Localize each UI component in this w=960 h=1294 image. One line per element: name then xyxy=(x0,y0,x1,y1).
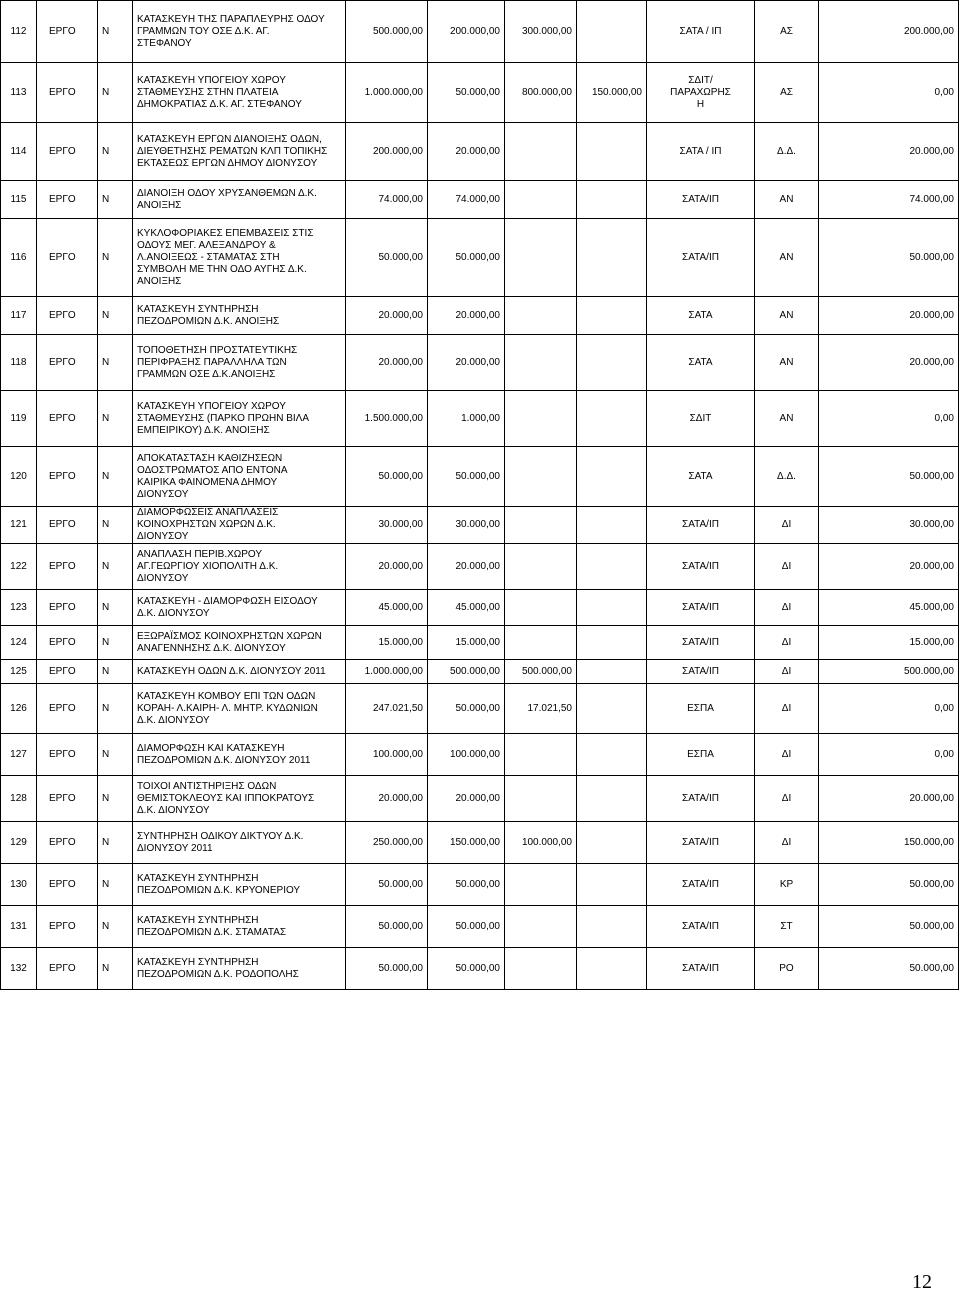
row-budget-later xyxy=(577,123,647,181)
row-budget-year: 50.000,00 xyxy=(428,684,505,734)
table-row xyxy=(1,123,959,181)
row-number: 122 xyxy=(1,544,37,590)
row-budget-next xyxy=(505,626,577,660)
row-description: ΑΝΑΠΛΑΣΗ ΠΕΡΙΒ.ΧΩΡΟΥ ΑΓ.ΓΕΩΡΓΙΟΥ ΧΙΟΠΟΛΙΤΗ Δ.Κ. ΔΙΟΝΥΣΟΥ xyxy=(133,544,346,590)
row-type: ΕΡΓΟ xyxy=(37,626,98,660)
row-amount: 0,00 xyxy=(819,391,959,447)
row-type: ΕΡΓΟ xyxy=(37,660,98,684)
row-category: Ν xyxy=(98,684,133,734)
table-row xyxy=(1,776,959,822)
row-category: Ν xyxy=(98,123,133,181)
row-budget-later xyxy=(577,544,647,590)
row-description: ΔΙΑΜΟΡΦΩΣΗ ΚΑΙ ΚΑΤΑΣΚΕΥΗ ΠΕΖΟΔΡΟΜΙΩΝ Δ.Κ. ΔΙΟΝΥΣΟΥ 2011 xyxy=(133,734,346,776)
row-budget-next xyxy=(505,948,577,990)
row-type: ΕΡΓΟ xyxy=(37,590,98,626)
row-type: ΕΡΓΟ xyxy=(37,123,98,181)
row-type: ΕΡΓΟ xyxy=(37,219,98,297)
row-funding-source: ΣΑΤΑ/ΙΠ xyxy=(647,864,755,906)
row-budget-later xyxy=(577,181,647,219)
row-budget-total: 50.000,00 xyxy=(346,864,428,906)
row-category: Ν xyxy=(98,507,133,544)
row-category: Ν xyxy=(98,1,133,63)
table-row xyxy=(1,734,959,776)
row-budget-total: 50.000,00 xyxy=(346,219,428,297)
row-funding-source: ΣΑΤΑ/ΙΠ xyxy=(647,590,755,626)
row-description: ΑΠΟΚΑΤΑΣΤΑΣΗ ΚΑΘΙΖΗΣΕΩΝ ΟΔΟΣΤΡΩΜΑΤΟΣ ΑΠΟ ΕΝΤΟΝΑ ΚΑΙΡΙΚΑ ΦΑΙΝΟΜΕΝΑ ΔΗΜΟΥ ΔΙΟΝΥΣΟΥ xyxy=(133,447,346,507)
row-budget-year: 150.000,00 xyxy=(428,822,505,864)
row-funding-source: ΣΑΤΑ/ΙΠ xyxy=(647,906,755,948)
row-budget-next: 500.000,00 xyxy=(505,660,577,684)
row-category: Ν xyxy=(98,544,133,590)
row-budget-later xyxy=(577,948,647,990)
row-budget-year: 20.000,00 xyxy=(428,776,505,822)
table-body xyxy=(1,1,959,990)
row-category: Ν xyxy=(98,590,133,626)
row-category: Ν xyxy=(98,391,133,447)
table-row xyxy=(1,391,959,447)
table-row xyxy=(1,1,959,63)
row-budget-next xyxy=(505,507,577,544)
row-number: 114 xyxy=(1,123,37,181)
row-description: ΚΥΚΛΟΦΟΡΙΑΚΕΣ ΕΠΕΜΒΑΣΕΙΣ ΣΤΙΣ ΟΔΟΥΣ ΜΕΓ. ΑΛΕΞΑΝΔΡΟΥ & Λ.ΑΝΟΙΞΕΩΣ - ΣΤΑΜΑΤΑΣ ΣΤΗ ΣΥΜΒΟΛΗ ΜΕ ΤΗΝ ΟΔΟ ΑΥΓΗΣ Δ.Κ. ΑΝΟΙΞΗΣ xyxy=(133,219,346,297)
row-budget-total: 30.000,00 xyxy=(346,507,428,544)
row-type: ΕΡΓΟ xyxy=(37,335,98,391)
row-number: 128 xyxy=(1,776,37,822)
row-description: ΔΙΑΝΟΙΞΗ ΟΔΟΥ ΧΡΥΣΑΝΘΕΜΩΝ Δ.Κ. ΑΝΟΙΞΗΣ xyxy=(133,181,346,219)
page-number: 12 xyxy=(912,1271,932,1293)
row-area-code: ΔΙ xyxy=(755,684,819,734)
row-amount: 20.000,00 xyxy=(819,123,959,181)
row-funding-source: ΣΑΤΑ/ΙΠ xyxy=(647,660,755,684)
row-number: 113 xyxy=(1,63,37,123)
row-type: ΕΡΓΟ xyxy=(37,297,98,335)
row-category: Ν xyxy=(98,181,133,219)
row-budget-year: 500.000,00 xyxy=(428,660,505,684)
row-amount: 50.000,00 xyxy=(819,447,959,507)
row-budget-total: 200.000,00 xyxy=(346,123,428,181)
row-budget-year: 50.000,00 xyxy=(428,864,505,906)
row-type: ΕΡΓΟ xyxy=(37,63,98,123)
row-number: 119 xyxy=(1,391,37,447)
row-budget-next xyxy=(505,864,577,906)
row-area-code: ΚΡ xyxy=(755,864,819,906)
row-number: 131 xyxy=(1,906,37,948)
row-budget-total: 20.000,00 xyxy=(346,776,428,822)
row-funding-source: ΣΑΤΑ/ΙΠ xyxy=(647,544,755,590)
row-budget-later: 150.000,00 xyxy=(577,63,647,123)
row-budget-next xyxy=(505,391,577,447)
row-description: ΕΞΩΡΑΪΣΜΟΣ ΚΟΙΝΟΧΡΗΣΤΩΝ ΧΩΡΩΝ ΑΝΑΓΕΝΝΗΣΗΣ Δ.Κ. ΔΙΟΝΥΣΟΥ xyxy=(133,626,346,660)
table-row xyxy=(1,864,959,906)
row-budget-later xyxy=(577,391,647,447)
row-budget-next xyxy=(505,219,577,297)
row-type: ΕΡΓΟ xyxy=(37,906,98,948)
row-budget-later xyxy=(577,507,647,544)
row-funding-source: ΣΑΤΑ/ΙΠ xyxy=(647,776,755,822)
row-budget-year: 15.000,00 xyxy=(428,626,505,660)
row-funding-source: ΣΑΤΑ / ΙΠ xyxy=(647,1,755,63)
row-budget-next xyxy=(505,123,577,181)
row-description: ΤΟΙΧΟΙ ΑΝΤΙΣΤΗΡΙΞΗΣ ΟΔΩΝ ΘΕΜΙΣΤΟΚΛΕΟΥΣ ΚΑΙ ΙΠΠΟΚΡΑΤΟΥΣ Δ.Κ. ΔΙΟΝΥΣΟΥ xyxy=(133,776,346,822)
row-type: ΕΡΓΟ xyxy=(37,684,98,734)
row-budget-total: 1.500.000,00 xyxy=(346,391,428,447)
row-funding-source: ΣΑΤΑ/ΙΠ xyxy=(647,626,755,660)
row-area-code: ΑΝ xyxy=(755,297,819,335)
row-budget-total: 20.000,00 xyxy=(346,544,428,590)
row-funding-source: ΣΑΤΑ/ΙΠ xyxy=(647,822,755,864)
row-budget-total: 50.000,00 xyxy=(346,906,428,948)
row-funding-source: ΕΣΠΑ xyxy=(647,734,755,776)
table-row xyxy=(1,447,959,507)
row-budget-later xyxy=(577,822,647,864)
row-budget-later xyxy=(577,626,647,660)
row-amount: 50.000,00 xyxy=(819,219,959,297)
row-area-code: ΔΙ xyxy=(755,626,819,660)
row-funding-source: ΣΑΤΑ xyxy=(647,297,755,335)
row-budget-year: 1.000,00 xyxy=(428,391,505,447)
row-number: 127 xyxy=(1,734,37,776)
row-budget-year: 50.000,00 xyxy=(428,63,505,123)
row-area-code: ΣΤ xyxy=(755,906,819,948)
row-number: 121 xyxy=(1,507,37,544)
row-budget-later xyxy=(577,219,647,297)
row-budget-next xyxy=(505,447,577,507)
row-category: Ν xyxy=(98,63,133,123)
table-row xyxy=(1,822,959,864)
row-funding-source: ΣΑΤΑ/ΙΠ xyxy=(647,181,755,219)
row-category: Ν xyxy=(98,906,133,948)
row-category: Ν xyxy=(98,219,133,297)
row-number: 117 xyxy=(1,297,37,335)
row-number: 132 xyxy=(1,948,37,990)
row-budget-total: 20.000,00 xyxy=(346,297,428,335)
row-amount: 20.000,00 xyxy=(819,297,959,335)
table-row xyxy=(1,219,959,297)
row-amount: 50.000,00 xyxy=(819,948,959,990)
row-budget-later xyxy=(577,297,647,335)
row-budget-total: 45.000,00 xyxy=(346,590,428,626)
row-budget-total: 1.000.000,00 xyxy=(346,660,428,684)
row-budget-year: 74.000,00 xyxy=(428,181,505,219)
row-number: 129 xyxy=(1,822,37,864)
row-type: ΕΡΓΟ xyxy=(37,864,98,906)
row-area-code: ΔΙ xyxy=(755,507,819,544)
row-description: ΚΑΤΑΣΚΕΥΗ ΟΔΩΝ Δ.Κ. ΔΙΟΝΥΣΟΥ 2011 xyxy=(133,660,346,684)
row-category: Ν xyxy=(98,776,133,822)
row-type: ΕΡΓΟ xyxy=(37,391,98,447)
row-description: ΤΟΠΟΘΕΤΗΣΗ ΠΡΟΣΤΑΤΕΥΤΙΚΗΣ ΠΕΡΙΦΡΑΞΗΣ ΠΑΡΑΛΛΗΛΑ ΤΩΝ ΓΡΑΜΜΩΝ ΟΣΕ Δ.Κ.ΑΝΟΙΞΗΣ xyxy=(133,335,346,391)
table-row xyxy=(1,181,959,219)
table-row xyxy=(1,948,959,990)
row-budget-year: 100.000,00 xyxy=(428,734,505,776)
row-budget-total: 247.021,50 xyxy=(346,684,428,734)
row-description: ΚΑΤΑΣΚΕΥΗ ΕΡΓΩΝ ΔΙΑΝΟΙΞΗΣ ΟΔΩΝ, ΔΙΕΥΘΕΤΗΣΗΣ ΡΕΜΑΤΩΝ ΚΛΠ ΤΟΠΙΚΗΣ ΕΚΤΑΣΕΩΣ ΕΡΓΩΝ ΔΗΜΟΥ ΔΙΟΝΥΣΟΥ xyxy=(133,123,346,181)
row-budget-year: 20.000,00 xyxy=(428,544,505,590)
row-funding-source: ΣΔΙΤ xyxy=(647,391,755,447)
row-category: Ν xyxy=(98,660,133,684)
row-type: ΕΡΓΟ xyxy=(37,776,98,822)
row-amount: 50.000,00 xyxy=(819,906,959,948)
table-row xyxy=(1,544,959,590)
row-budget-year: 50.000,00 xyxy=(428,219,505,297)
row-number: 125 xyxy=(1,660,37,684)
row-type: ΕΡΓΟ xyxy=(37,447,98,507)
row-description: ΚΑΤΑΣΚΕΥΗ ΣΥΝΤΗΡΗΣΗ ΠΕΖΟΔΡΟΜΙΩΝ Δ.Κ. ΚΡΥΟΝΕΡΙΟΥ xyxy=(133,864,346,906)
row-amount: 20.000,00 xyxy=(819,335,959,391)
row-type: ΕΡΓΟ xyxy=(37,544,98,590)
row-amount: 30.000,00 xyxy=(819,507,959,544)
row-number: 118 xyxy=(1,335,37,391)
row-budget-year: 20.000,00 xyxy=(428,297,505,335)
row-budget-later xyxy=(577,447,647,507)
row-area-code: ΔΙ xyxy=(755,822,819,864)
row-amount: 74.000,00 xyxy=(819,181,959,219)
row-description: ΚΑΤΑΣΚΕΥΗ ΥΠΟΓΕΙΟΥ ΧΩΡΟΥ ΣΤΑΘΜΕΥΣΗΣ ΣΤΗΝ ΠΛΑΤΕΙΑ ΔΗΜΟΚΡΑΤΙΑΣ Δ.Κ. ΑΓ. ΣΤΕΦΑΝΟΥ xyxy=(133,63,346,123)
row-budget-next xyxy=(505,776,577,822)
row-number: 116 xyxy=(1,219,37,297)
table-row xyxy=(1,684,959,734)
row-area-code: ΔΙ xyxy=(755,734,819,776)
row-area-code: ΑΣ xyxy=(755,1,819,63)
row-budget-next: 100.000,00 xyxy=(505,822,577,864)
row-description: ΚΑΤΑΣΚΕΥΗ - ΔΙΑΜΟΡΦΩΣΗ ΕΙΣΟΔΟΥ Δ.Κ. ΔΙΟΝΥΣΟΥ xyxy=(133,590,346,626)
table-row xyxy=(1,626,959,660)
row-budget-later xyxy=(577,335,647,391)
row-category: Ν xyxy=(98,335,133,391)
row-number: 130 xyxy=(1,864,37,906)
row-budget-later xyxy=(577,590,647,626)
row-budget-next: 800.000,00 xyxy=(505,63,577,123)
row-budget-next: 17.021,50 xyxy=(505,684,577,734)
row-amount: 0,00 xyxy=(819,734,959,776)
row-budget-next xyxy=(505,181,577,219)
row-type: ΕΡΓΟ xyxy=(37,822,98,864)
row-type: ΕΡΓΟ xyxy=(37,181,98,219)
row-number: 124 xyxy=(1,626,37,660)
row-area-code: ΑΝ xyxy=(755,219,819,297)
row-budget-later xyxy=(577,864,647,906)
row-amount: 50.000,00 xyxy=(819,864,959,906)
row-type: ΕΡΓΟ xyxy=(37,734,98,776)
row-area-code: ΔΙ xyxy=(755,590,819,626)
row-number: 123 xyxy=(1,590,37,626)
row-budget-year: 30.000,00 xyxy=(428,507,505,544)
row-budget-year: 20.000,00 xyxy=(428,335,505,391)
row-funding-source: ΣΑΤΑ xyxy=(647,447,755,507)
row-budget-next xyxy=(505,544,577,590)
row-budget-total: 100.000,00 xyxy=(346,734,428,776)
table-row xyxy=(1,906,959,948)
row-category: Ν xyxy=(98,734,133,776)
table-row xyxy=(1,660,959,684)
row-funding-source: ΕΣΠΑ xyxy=(647,684,755,734)
row-budget-later xyxy=(577,906,647,948)
row-description: ΚΑΤΑΣΚΕΥΗ ΥΠΟΓΕΙΟΥ ΧΩΡΟΥ ΣΤΑΘΜΕΥΣΗΣ (ΠΑΡΚΟ ΠΡΩΗΝ ΒΙΛΑ ΕΜΠΕΙΡΙΚΟΥ) Δ.Κ. ΑΝΟΙΞΗΣ xyxy=(133,391,346,447)
row-funding-source: ΣΑΤΑ/ΙΠ xyxy=(647,948,755,990)
row-budget-later xyxy=(577,776,647,822)
row-budget-total: 50.000,00 xyxy=(346,948,428,990)
row-description: ΚΑΤΑΣΚΕΥΗ ΚΟΜΒΟΥ ΕΠΙ ΤΩΝ ΟΔΩΝ ΚΟΡΑΗ- Λ.ΚΑΙΡΗ- Λ. ΜΗΤΡ. ΚΥΔΩΝΙΩΝ Δ.Κ. ΔΙΟΝΥΣΟΥ xyxy=(133,684,346,734)
row-amount: 45.000,00 xyxy=(819,590,959,626)
row-amount: 500.000,00 xyxy=(819,660,959,684)
row-description: ΚΑΤΑΣΚΕΥΗ ΤΗΣ ΠΑΡΑΠΛΕΥΡΗΣ ΟΔΟΥ ΓΡΑΜΜΩΝ ΤΟΥ ΟΣΕ Δ.Κ. ΑΓ. ΣΤΕΦΑΝΟΥ xyxy=(133,1,346,63)
row-budget-next: 300.000,00 xyxy=(505,1,577,63)
row-category: Ν xyxy=(98,948,133,990)
row-amount: 20.000,00 xyxy=(819,776,959,822)
row-number: 112 xyxy=(1,1,37,63)
row-amount: 0,00 xyxy=(819,684,959,734)
row-type: ΕΡΓΟ xyxy=(37,1,98,63)
row-budget-year: 20.000,00 xyxy=(428,123,505,181)
row-budget-total: 1.000.000,00 xyxy=(346,63,428,123)
table-row xyxy=(1,507,959,544)
row-budget-later xyxy=(577,1,647,63)
row-amount: 200.000,00 xyxy=(819,1,959,63)
row-area-code: ΔΙ xyxy=(755,660,819,684)
row-budget-later xyxy=(577,660,647,684)
row-amount: 20.000,00 xyxy=(819,544,959,590)
row-budget-total: 500.000,00 xyxy=(346,1,428,63)
table-row xyxy=(1,335,959,391)
row-funding-source: ΣΑΤΑ/ΙΠ xyxy=(647,219,755,297)
row-budget-total: 20.000,00 xyxy=(346,335,428,391)
row-amount: 15.000,00 xyxy=(819,626,959,660)
row-budget-total: 50.000,00 xyxy=(346,447,428,507)
row-description: ΔΙΑΜΟΡΦΩΣΕΙΣ ΑΝΑΠΛΑΣΕΙΣ ΚΟΙΝΟΧΡΗΣΤΩΝ ΧΩΡΩΝ Δ.Κ. ΔΙΟΝΥΣΟΥ xyxy=(133,507,346,544)
row-type: ΕΡΓΟ xyxy=(37,948,98,990)
row-type: ΕΡΓΟ xyxy=(37,507,98,544)
row-amount: 150.000,00 xyxy=(819,822,959,864)
row-budget-next xyxy=(505,906,577,948)
row-budget-next xyxy=(505,335,577,391)
row-description: ΣΥΝΤΗΡΗΣΗ ΟΔΙΚΟΥ ΔΙΚΤΥΟΥ Δ.Κ. ΔΙΟΝΥΣΟΥ 2011 xyxy=(133,822,346,864)
row-description: ΚΑΤΑΣΚΕΥΗ ΣΥΝΤΗΡΗΣΗ ΠΕΖΟΔΡΟΜΙΩΝ Δ.Κ. ΡΟΔΟΠΟΛΗΣ xyxy=(133,948,346,990)
row-budget-next xyxy=(505,734,577,776)
row-category: Ν xyxy=(98,297,133,335)
row-budget-total: 250.000,00 xyxy=(346,822,428,864)
table-row xyxy=(1,63,959,123)
row-area-code: ΑΝ xyxy=(755,391,819,447)
row-funding-source: ΣΔΙΤ/ ΠΑΡΑΧΩΡΗΣ Η xyxy=(647,63,755,123)
row-area-code: ΔΙ xyxy=(755,776,819,822)
row-budget-later xyxy=(577,684,647,734)
row-budget-total: 74.000,00 xyxy=(346,181,428,219)
table-row xyxy=(1,590,959,626)
row-area-code: Δ.Δ. xyxy=(755,447,819,507)
row-funding-source: ΣΑΤΑ xyxy=(647,335,755,391)
row-area-code: ΡΟ xyxy=(755,948,819,990)
row-area-code: ΑΝ xyxy=(755,335,819,391)
row-number: 120 xyxy=(1,447,37,507)
row-funding-source: ΣΑΤΑ/ΙΠ xyxy=(647,507,755,544)
row-category: Ν xyxy=(98,822,133,864)
row-budget-year: 200.000,00 xyxy=(428,1,505,63)
row-number: 115 xyxy=(1,181,37,219)
row-category: Ν xyxy=(98,447,133,507)
row-category: Ν xyxy=(98,864,133,906)
row-description: ΚΑΤΑΣΚΕΥΗ ΣΥΝΤΗΡΗΣΗ ΠΕΖΟΔΡΟΜΙΩΝ Δ.Κ. ΑΝΟΙΞΗΣ xyxy=(133,297,346,335)
row-budget-year: 50.000,00 xyxy=(428,447,505,507)
row-budget-year: 50.000,00 xyxy=(428,906,505,948)
row-budget-next xyxy=(505,590,577,626)
row-area-code: Δ.Δ. xyxy=(755,123,819,181)
row-budget-year: 50.000,00 xyxy=(428,948,505,990)
row-area-code: ΔΙ xyxy=(755,544,819,590)
row-funding-source: ΣΑΤΑ / ΙΠ xyxy=(647,123,755,181)
table-row xyxy=(1,297,959,335)
row-budget-next xyxy=(505,297,577,335)
row-area-code: ΑΣ xyxy=(755,63,819,123)
row-budget-year: 45.000,00 xyxy=(428,590,505,626)
row-area-code: ΑΝ xyxy=(755,181,819,219)
row-budget-later xyxy=(577,734,647,776)
row-amount: 0,00 xyxy=(819,63,959,123)
row-budget-total: 15.000,00 xyxy=(346,626,428,660)
row-description: ΚΑΤΑΣΚΕΥΗ ΣΥΝΤΗΡΗΣΗ ΠΕΖΟΔΡΟΜΙΩΝ Δ.Κ. ΣΤΑΜΑΤΑΣ xyxy=(133,906,346,948)
row-number: 126 xyxy=(1,684,37,734)
row-category: Ν xyxy=(98,626,133,660)
